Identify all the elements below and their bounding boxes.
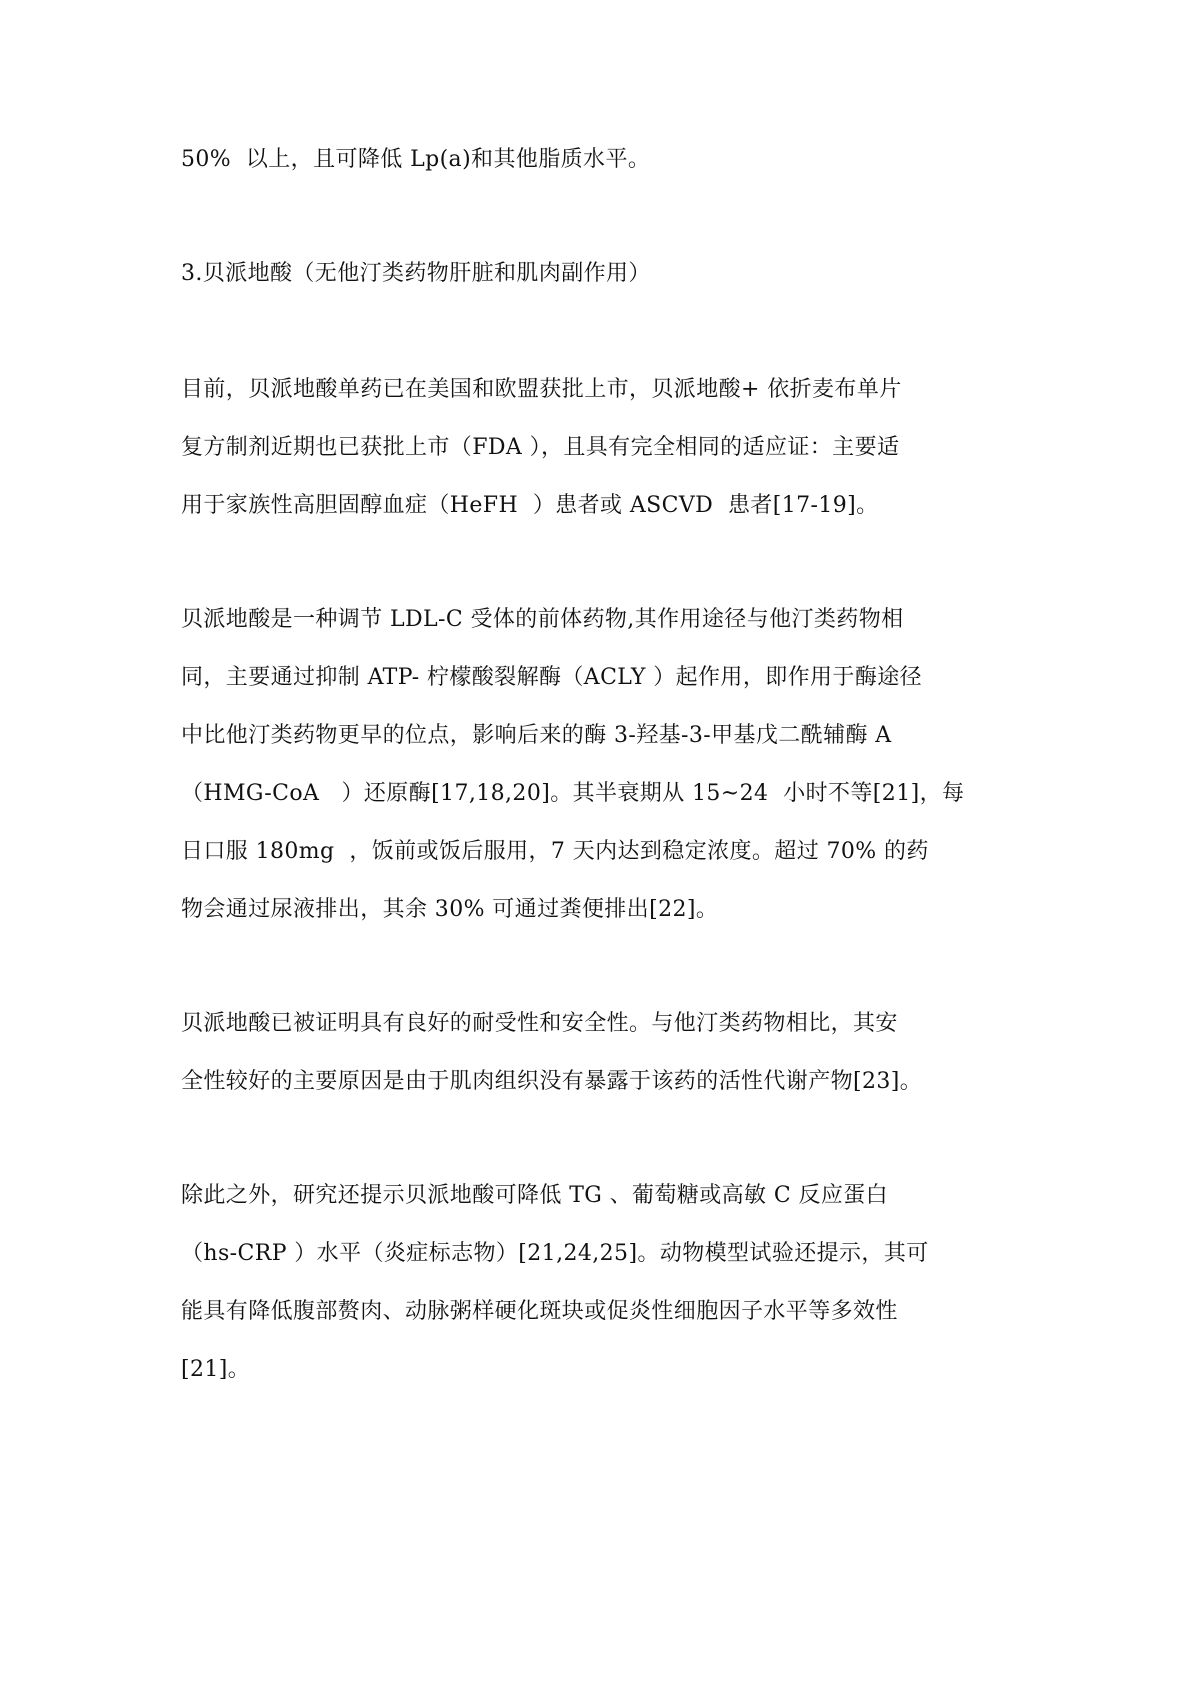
text-line: 中比他汀类药物更早的位点，影响后来的酶 3-羟基-3-甲基戊二酰辅酶 A [181,723,892,748]
text-line: 50% 以上，且可降低 Lp(a)和其他脂质水平。 [181,147,651,172]
text-line: [21]。 [181,1357,251,1382]
text-line: 同，主要通过抑制 ATP- 柠檬酸裂解酶（ACLY ）起作用，即作用于酶途径 [181,665,923,690]
text-line: 日口服 180mg ，饭前或饭后服用，7 天内达到稳定浓度。超过 70% 的药 [181,839,929,864]
text-line: 除此之外，研究还提示贝派地酸可降低 TG 、葡萄糖或高敏 C 反应蛋白 [181,1183,889,1208]
text-line: （hs-CRP ）水平（炎症标志物）[21,24,25]。动物模型试验还提示，其可 [181,1241,929,1266]
text-line: 用于家族性高胆固醇血症（HeFH ）患者或 ASCVD 患者[17-19]。 [181,493,879,518]
text-line: （HMG-CoA ）还原酶[17,18,20]。其半衰期从 15~24 小时不等[21]，每 [181,781,965,806]
text-line: 贝派地酸是一种调节 LDL-C 受体的前体药物,其作用途径与他汀类药物相 [181,607,904,632]
text-line: 目前，贝派地酸单药已在美国和欧盟获批上市，贝派地酸+ 依折麦布单片 [181,377,902,402]
section-heading: 3.贝派地酸（无他汀类药物肝脏和肌肉副作用） [181,261,651,286]
text-line: 物会通过尿液排出，其余 30% 可通过粪便排出[22]。 [181,897,719,922]
text-line: 全性较好的主要原因是由于肌肉组织没有暴露于该药的活性代谢产物[23]。 [181,1069,923,1094]
text-line: 复方制剂近期也已获批上市（FDA ），且具有完全相同的适应证：主要适 [181,435,900,460]
text-line: 贝派地酸已被证明具有良好的耐受性和安全性。与他汀类药物相比，其安 [181,1011,898,1036]
text-line: 能具有降低腹部赘肉、动脉粥样硬化斑块或促炎性细胞因子水平等多效性 [181,1299,898,1324]
